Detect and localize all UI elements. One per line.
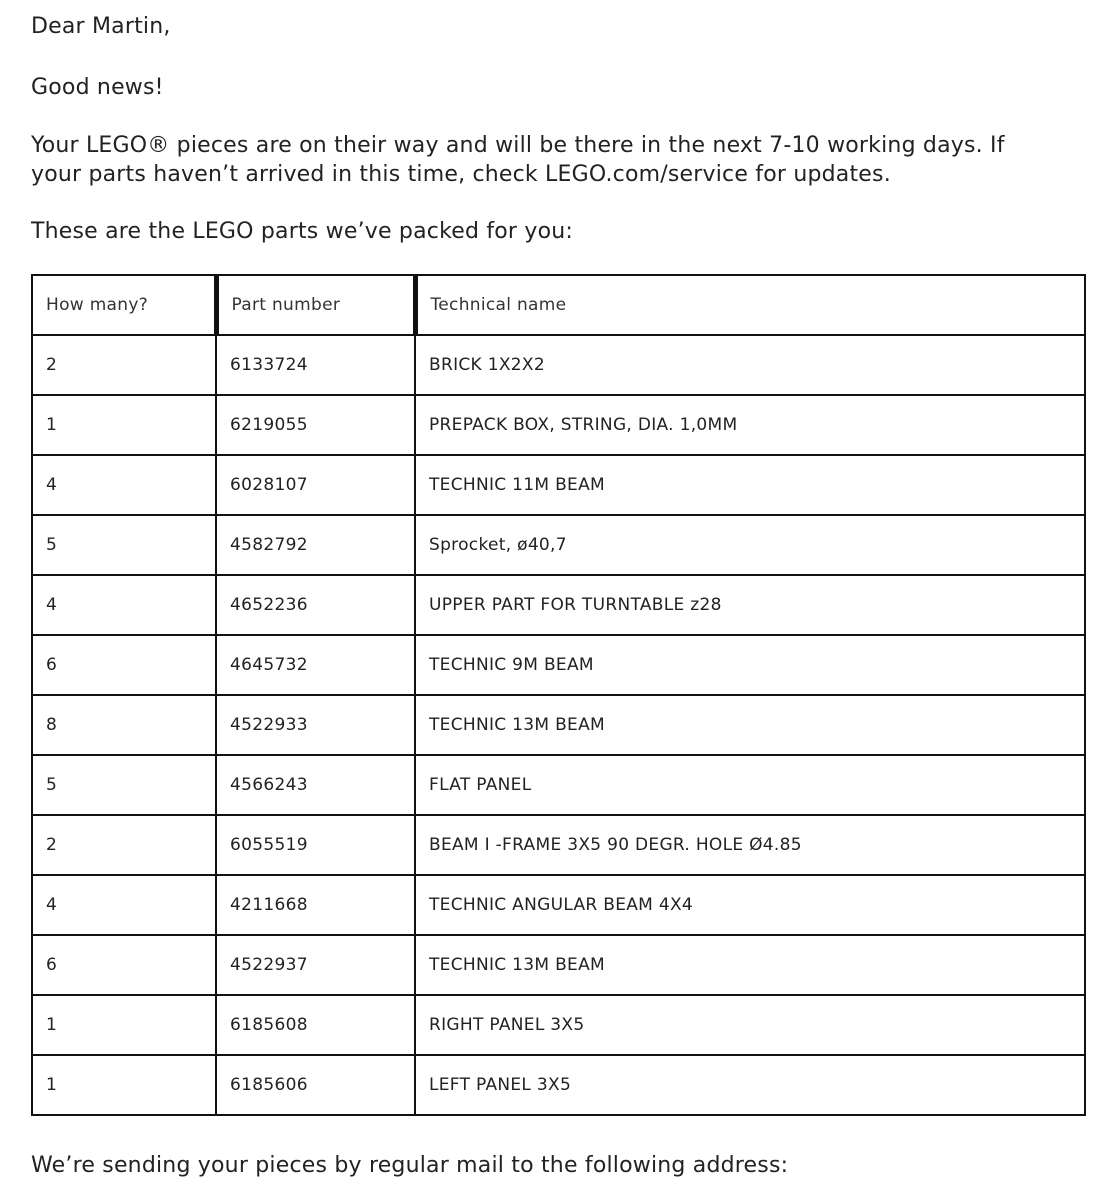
column-header-technical-name: Technical name [415,275,1085,335]
quantity-cell: 2 [32,815,216,875]
shipping-notice-line-2: your parts haven’t arrived in this time, check LEGO.com/service for updates. [31,162,891,187]
technical-name-cell: Sprocket, ø40,7 [415,515,1085,575]
table-row [32,335,1085,395]
part-number-cell: 4582792 [216,515,415,575]
part-number-cell: 6185606 [216,1055,415,1115]
table-row [32,635,1085,695]
quantity-cell: 5 [32,515,216,575]
part-number-cell: 6133724 [216,335,415,395]
quantity-cell: 8 [32,695,216,755]
part-number-cell: 4566243 [216,755,415,815]
quantity-cell: 1 [32,395,216,455]
table-row [32,695,1085,755]
part-number-cell: 4645732 [216,635,415,695]
column-header-part-number: Part number [216,275,415,335]
technical-name-cell: TECHNIC 13M BEAM [415,935,1085,995]
quantity-cell: 4 [32,875,216,935]
part-number-cell: 4652236 [216,575,415,635]
technical-name-cell: TECHNIC 13M BEAM [415,695,1085,755]
technical-name-cell: BRICK 1X2X2 [415,335,1085,395]
table-row [32,995,1085,1055]
column-header-quantity: How many? [32,275,216,335]
part-number-cell: 6055519 [216,815,415,875]
quantity-cell: 6 [32,935,216,995]
table-row [32,575,1085,635]
quantity-cell: 1 [32,1055,216,1115]
quantity-cell: 6 [32,635,216,695]
part-number-cell: 4522937 [216,935,415,995]
part-number-cell: 6219055 [216,395,415,455]
parts-intro-text: These are the LEGO parts we’ve packed for you: [31,219,574,244]
part-number-cell: 6028107 [216,455,415,515]
quantity-cell: 4 [32,575,216,635]
quantity-cell: 4 [32,455,216,515]
quantity-cell: 1 [32,995,216,1055]
parts-table-header-row [32,275,1085,335]
table-row [32,815,1085,875]
parts-table [31,274,1086,1116]
technical-name-cell: TECHNIC 9M BEAM [415,635,1085,695]
technical-name-cell: PREPACK BOX, STRING, DIA. 1,0MM [415,395,1085,455]
table-row [32,1055,1085,1115]
technical-name-cell: BEAM I -FRAME 3X5 90 DEGR. HOLE Ø4.85 [415,815,1085,875]
table-row [32,455,1085,515]
table-row [32,755,1085,815]
technical-name-cell: TECHNIC ANGULAR BEAM 4X4 [415,875,1085,935]
shipping-notice [31,131,1005,189]
greeting-text: Dear Martin, [31,14,171,39]
table-row [32,515,1085,575]
table-row [32,395,1085,455]
shipping-address-intro: We’re sending your pieces by regular mail to the following address: [31,1153,789,1178]
technical-name-cell: LEFT PANEL 3X5 [415,1055,1085,1115]
part-number-cell: 4522933 [216,695,415,755]
technical-name-cell: RIGHT PANEL 3X5 [415,995,1085,1055]
part-number-cell: 4211668 [216,875,415,935]
technical-name-cell: FLAT PANEL [415,755,1085,815]
parts-table-body [32,335,1085,1115]
table-row [32,935,1085,995]
shipping-notice-line-1: Your LEGO® pieces are on their way and will be there in the next 7-10 working days. If [31,133,1005,158]
part-number-cell: 6185608 [216,995,415,1055]
quantity-cell: 5 [32,755,216,815]
technical-name-cell: UPPER PART FOR TURNTABLE z28 [415,575,1085,635]
table-row [32,875,1085,935]
technical-name-cell: TECHNIC 11M BEAM [415,455,1085,515]
quantity-cell: 2 [32,335,216,395]
headline-text: Good news! [31,75,164,100]
